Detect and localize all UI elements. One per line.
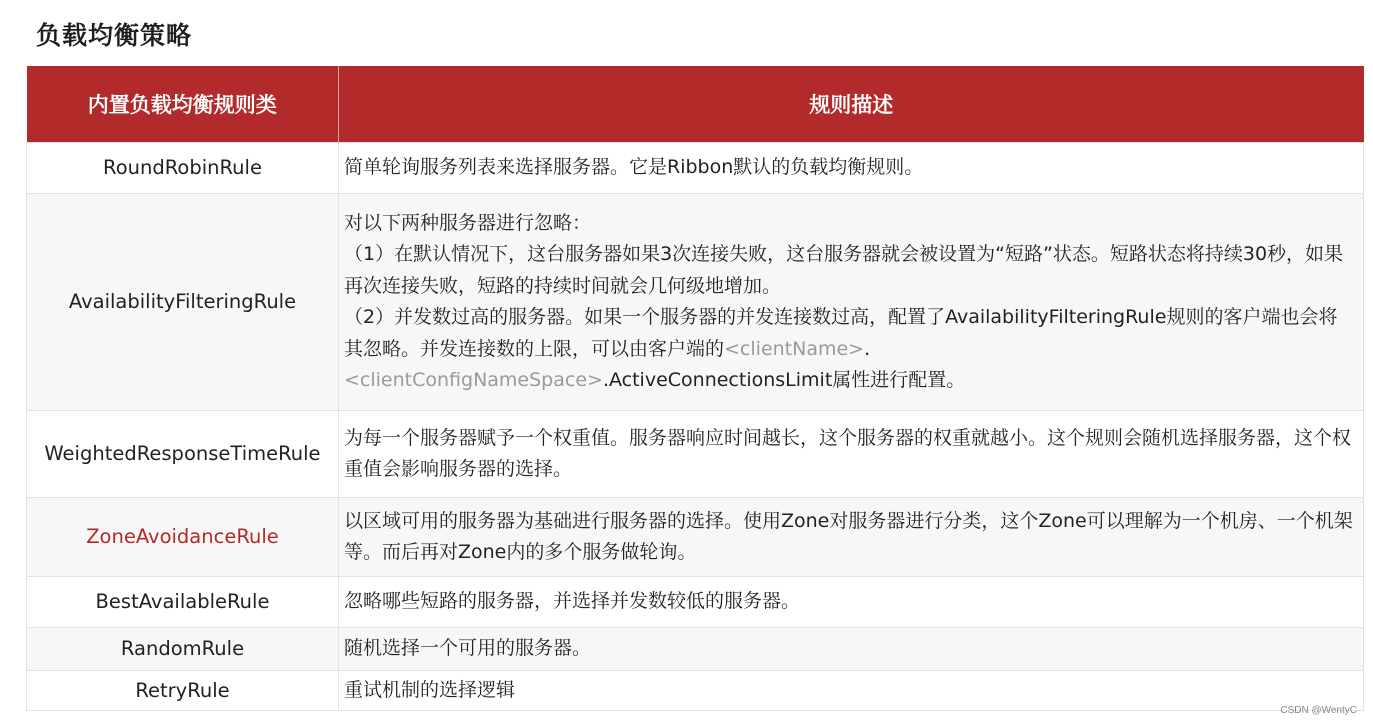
config-namespace-placeholder: <clientConfigNameSpace> [344, 369, 603, 391]
table-row [27, 194, 1364, 411]
client-name-placeholder: <clientName> [724, 337, 865, 360]
table-row [27, 671, 1364, 711]
rule-description: 随机选择一个可用的服务器。 [339, 628, 1364, 671]
rule-name: RoundRobinRule [27, 143, 339, 194]
rule-name: BestAvailableRule [27, 577, 339, 628]
rule-description: 重试机制的选择逻辑 [339, 671, 1364, 711]
header-rule-description: 规则描述 [339, 66, 1364, 143]
watermark: CSDN @WentyC [1280, 705, 1357, 716]
rule-name: ZoneAvoidanceRule [27, 498, 339, 577]
rule-description: 忽略哪些短路的服务器，并选择并发数较低的服务器。 [339, 577, 1364, 628]
table-row [27, 577, 1364, 628]
table-row [27, 411, 1364, 498]
table-row [27, 498, 1364, 577]
description-text: （2）并发数过高的服务器。如果一个服务器的并发连接数过高，配置了AvailabilityFilteringRule规则的客户端也会将其忽略。并发连接数的上限，可以由客户端的 [344, 306, 1338, 360]
rule-name: RandomRule [27, 628, 339, 671]
rule-description: 为每一个服务器赋予一个权重值。服务器响应时间越长，这个服务器的权重就越小。这个规则会随机选择服务器，这个权重值会影响服务器的选择。 [339, 411, 1364, 498]
table-row [27, 143, 1364, 194]
rules-table [26, 66, 1364, 711]
description-tail: .ActiveConnectionsLimit属性进行配置。 [602, 369, 966, 391]
description-line: 对以下两种服务器进行忽略： [344, 211, 592, 234]
rule-name: AvailabilityFilteringRule [27, 194, 339, 411]
page-title: 负载均衡策略 [36, 21, 193, 50]
description-line: （1）在默认情况下，这台服务器如果3次连接失败，这台服务器就会被设置为“短路”状态。短路状态将持续30秒，如果再次连接失败，短路的持续时间就会几何级地增加。 [344, 243, 1344, 297]
rule-description: 简单轮询服务列表来选择服务器。它是Ribbon默认的负载均衡规则。 [339, 143, 1364, 194]
rule-description [339, 194, 1364, 411]
rule-name: WeightedResponseTimeRule [27, 411, 339, 498]
table-header-row [27, 66, 1364, 143]
header-rule-class: 内置负载均衡规则类 [27, 66, 339, 143]
table-row [27, 628, 1364, 671]
description-line [344, 302, 1355, 397]
rule-description: 以区域可用的服务器为基础进行服务器的选择。使用Zone对服务器进行分类，这个Zone可以理解为一个机房、一个机架等。而后再对Zone内的多个服务做轮询。 [339, 498, 1364, 577]
dot-separator: . [864, 337, 871, 360]
rule-name: RetryRule [27, 671, 339, 711]
